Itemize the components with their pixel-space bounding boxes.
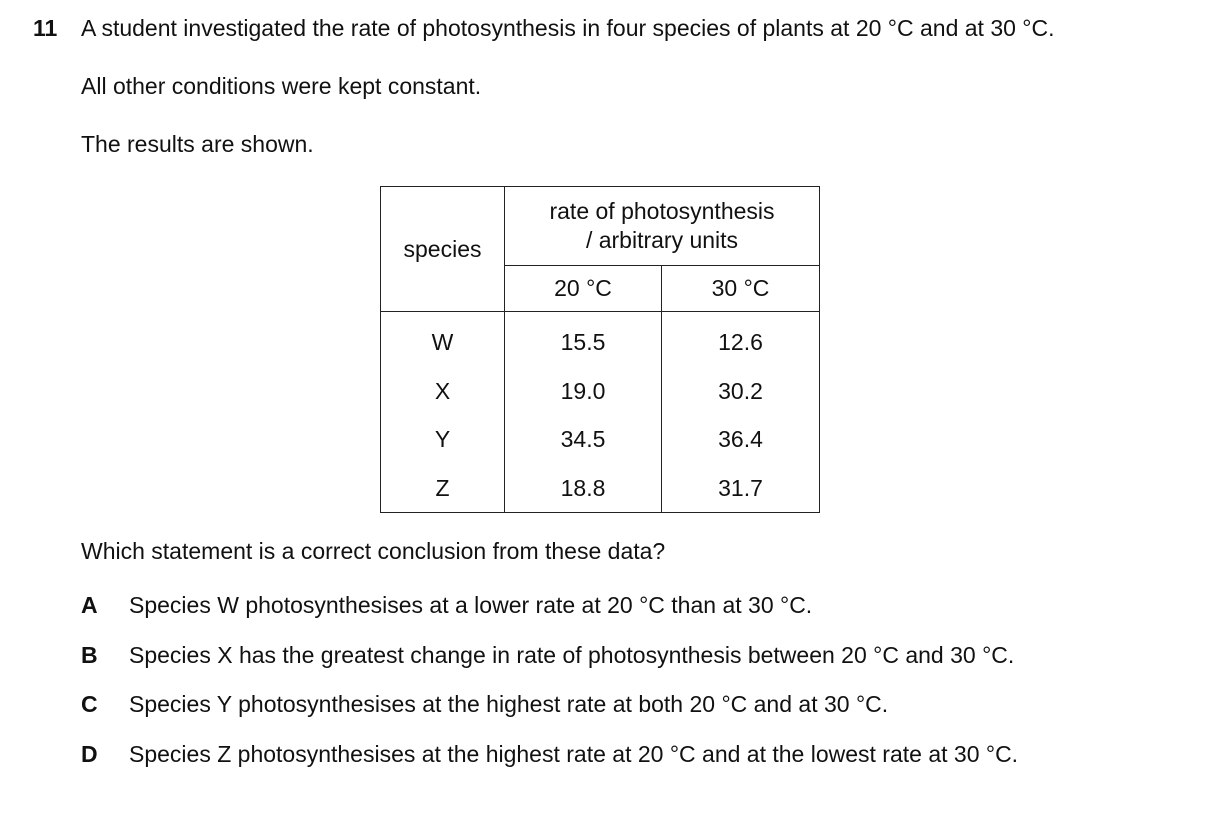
species-column-header: species xyxy=(381,187,505,312)
option-letter: C xyxy=(81,691,98,717)
rate-30-cell: 12.6 xyxy=(718,329,763,355)
option-text: Species W photosynthesises at a lower rate at 20 °C than at 30 °C. xyxy=(129,592,813,618)
temp-header-30: 30 °C xyxy=(662,266,820,312)
question-stem-line: All other conditions were kept constant. xyxy=(81,73,482,99)
species-cell: X xyxy=(434,377,451,404)
rate-20-cell: 19.0 xyxy=(560,377,606,404)
rate-20-column xyxy=(505,312,662,513)
temp-header-20: 20 °C xyxy=(505,266,662,312)
species-column xyxy=(381,312,505,513)
option-b[interactable] xyxy=(81,642,1014,669)
results-table xyxy=(380,186,820,513)
option-letter: D xyxy=(81,741,98,767)
question-number: 11 xyxy=(33,15,58,41)
rate-30-cell: 31.7 xyxy=(718,474,763,501)
option-a[interactable] xyxy=(81,592,812,619)
rate-30-column xyxy=(662,312,820,513)
rate-20-cell: 15.5 xyxy=(560,329,606,355)
rate-header-line: rate of photosynthesis xyxy=(549,198,775,224)
rate-header-units: / arbitrary units xyxy=(585,227,739,253)
option-text: Species Y photosynthesises at the highest rate at both 20 °C and at 30 °C. xyxy=(129,691,889,717)
option-letter: B xyxy=(81,642,98,668)
question-prompt: Which statement is a correct conclusion from these data? xyxy=(81,538,666,564)
question-stem-line: The results are shown. xyxy=(81,131,314,157)
rate-20-cell: 34.5 xyxy=(560,426,606,452)
rate-column-header xyxy=(505,187,820,266)
option-c[interactable] xyxy=(81,691,888,718)
option-text: Species Z photosynthesises at the highest rate at 20 °C and at the lowest rate at 30 °C. xyxy=(129,741,1019,767)
species-cell: Y xyxy=(434,426,451,452)
species-cell: Z xyxy=(435,474,450,501)
species-cell: W xyxy=(431,329,454,355)
rate-20-cell: 18.8 xyxy=(560,474,606,501)
option-text: Species X has the greatest change in rate of photosynthesis between 20 °C and 30 °C. xyxy=(129,642,1015,668)
option-d[interactable] xyxy=(81,741,1018,768)
option-letter: A xyxy=(81,592,98,618)
question-stem-line: A student investigated the rate of photosynthesis in four species of plants at 20 °C and at 30 °C. xyxy=(81,15,1055,41)
rate-30-cell: 30.2 xyxy=(718,377,763,404)
rate-30-cell: 36.4 xyxy=(718,426,763,452)
